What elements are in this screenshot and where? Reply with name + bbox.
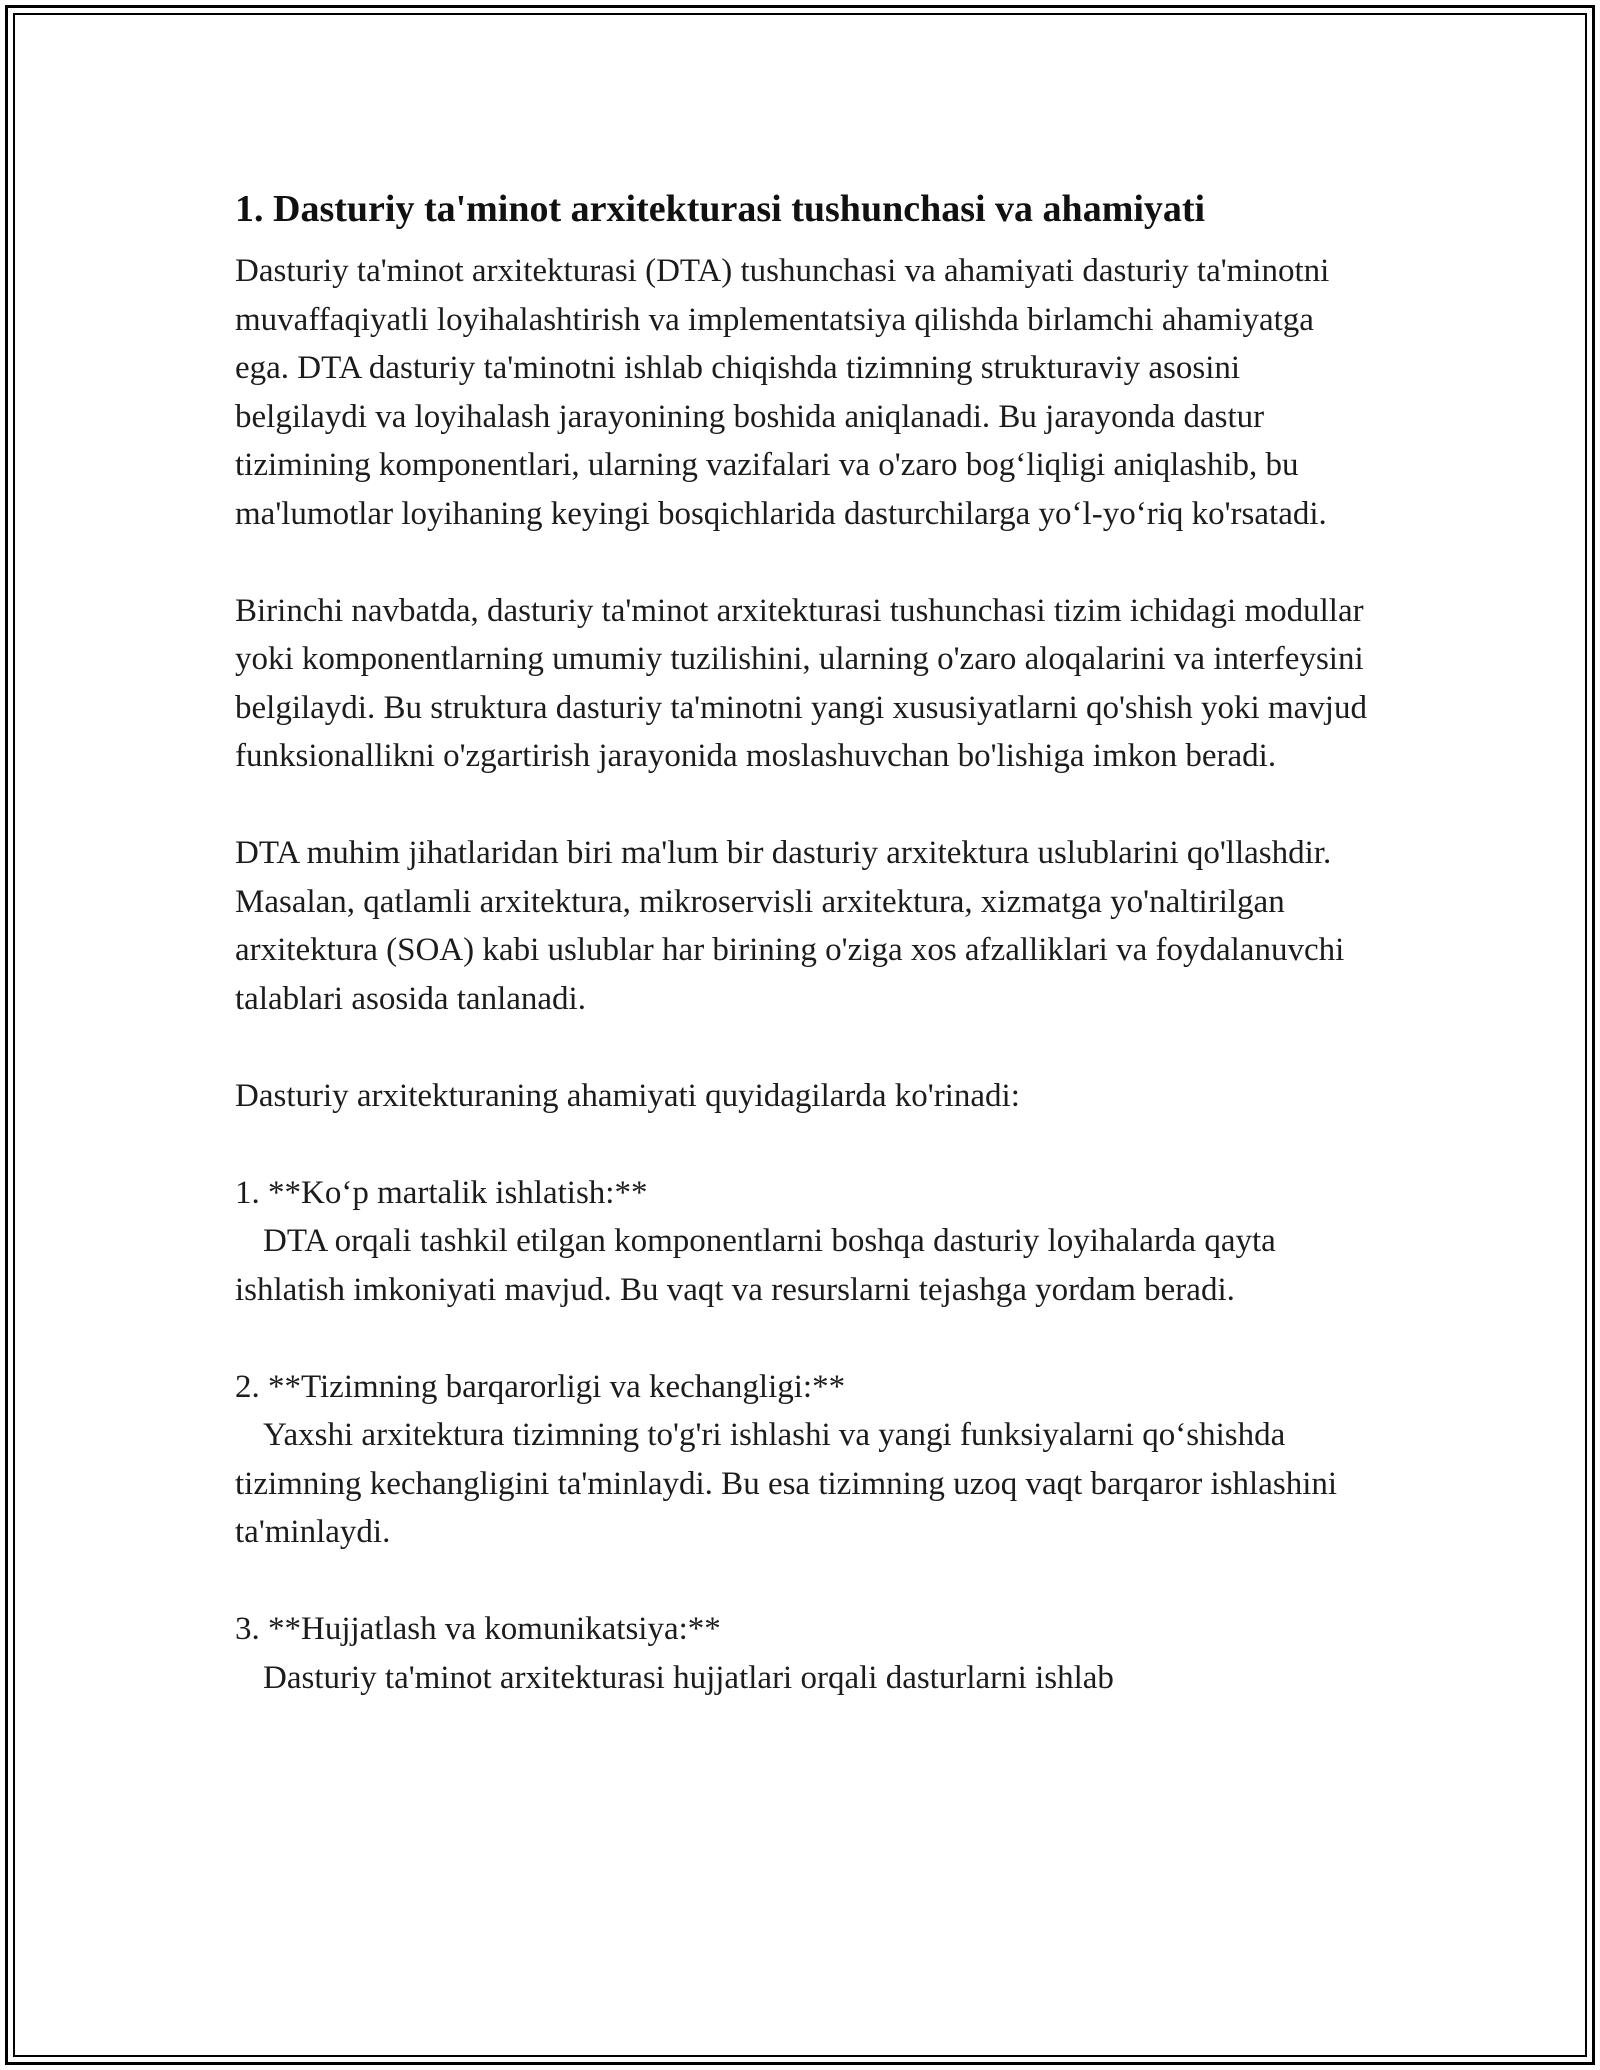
list-item-body: Yaxshi arxitektura tizimning to'g'ri ishlashi va yangi funksiyalarni qo‘shishda tizimning kechangligini ta'minlaydi. Bu esa tizimning uzoq vaqt barqaror ishlashini ta'minlaydi. [235, 1417, 1338, 1550]
section-heading: 1. Dasturiy ta'minot arxitekturasi tushunchasi va ahamiyati [235, 188, 1206, 230]
paragraph-structure: Birinchi navbatda, dasturiy ta'minot arxitekturasi tushunchasi tizim ichidagi modullar yoki komponentlarning umumiy tuzilishini, ularning o'zaro aloqalarini va interfeysini belgilaydi. Bu struktura dasturiy ta'minotni yangi xususiyatlarni qo'shish yoki mavjud funksionallikni o'zgartirish jarayonida moslashuvchan bo'lishiga imkon beradi. [235, 592, 1367, 774]
paragraph-importance-lead: Dasturiy arxitekturaning ahamiyati quyidagilarda ko'rinadi: [235, 1077, 1020, 1114]
list-item-title: 3. **Hujjatlash va komunikatsiya:** [235, 1611, 721, 1647]
paragraph-intro: Dasturiy ta'minot arxitekturasi (DTA) tushunchasi va ahamiyati dasturiy ta'minotni muvaffaqiyatli loyihalashtirish va implementatsiya qilishda birlamchi ahamiyatga ega. DTA dasturiy ta'minotni ishlab chiqishda tizimning strukturaviy asosini belgilaydi va loyihalash jarayonining boshida aniqlanadi. Bu jarayonda dastur tizimining komponentlari, ularning vazifalari va o'zaro bog‘liqligi aniqlashib, bu ma'lumotlar loyihaning keyingi bosqichlarida dasturchilarga yo‘l-yo‘riq ko'rsatadi. [235, 253, 1330, 532]
list-item [235, 1605, 1375, 1702]
list-item-body: DTA orqali tashkil etilgan komponentlarni boshqa dasturiy loyihalarda qayta ishlatish imkoniyati mavjud. Bu vaqt va resurslarni tejashga yordam beradi. [235, 1223, 1276, 1308]
list-item [235, 1169, 1375, 1315]
document-body [235, 185, 1375, 1751]
list-item-title: 2. **Tizimning barqarorligi va kechangligi:** [235, 1368, 846, 1405]
paragraph-styles: DTA muhim jihatlaridan biri ma'lum bir dasturiy arxitektura uslublarini qo'llashdir. Masalan, qatlamli arxitektura, mikroservisli arxitektura, xizmatga yo'naltirilgan arxitektura (SOA) kabi uslublar har birining o'ziga xos afzalliklari va foydalanuvchi talablari asosida tanlanadi. [235, 835, 1345, 1017]
list-item [235, 1363, 1375, 1557]
list-item-body: Dasturiy ta'minot arxitekturasi hujjatlari orqali dasturlarni ishlab [263, 1659, 1114, 1696]
list-item-title: 1. **Ko‘p martalik ishlatish:** [235, 1174, 648, 1211]
